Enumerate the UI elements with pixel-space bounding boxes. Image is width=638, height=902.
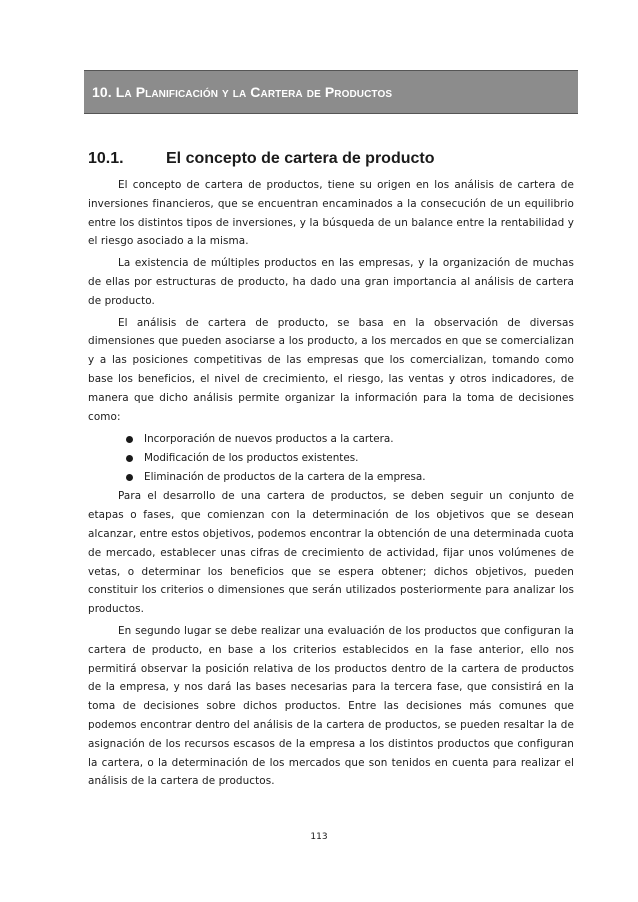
list-item	[126, 430, 574, 449]
body-content	[88, 176, 574, 794]
list-item-text: Eliminación de productos de la cartera de la empresa.	[144, 471, 426, 484]
chapter-title: 10. La Planificación y la Cartera de Productos	[92, 84, 393, 100]
section-number: 10.1.	[88, 150, 124, 167]
page-number: 113	[310, 832, 328, 842]
paragraph: En segundo lugar se debe realizar una evaluación de los productos que configuran la cartera de producto, en base a los criterios establecidos en la fase anterior, ello nos permitirá observar la posición relativa de los productos dentro de la cartera de productos de la empresa, y nos dará las bases necesarias para la tercera fase, que consistirá en la toma de decisiones sobre dichos productos. Entre las decisiones más comunes que podemos encontrar dentro del análisis de la cartera de productos, se pueden resaltar la de asignación de los recursos escasos de la empresa a los distintos productos que configuran la cartera, o la determinación de los mercados que son tenidos en cuenta para realizar el análisis de la cartera de productos.	[88, 624, 574, 788]
bullet-list	[88, 430, 574, 487]
paragraph: El análisis de cartera de producto, se basa en la observación de diversas dimensiones que pueden asociarse a los producto, a los mercados en que se comercializan y a las posiciones competitivas de las empresas que los comercializan, tomando como base los beneficios, el nivel de crecimiento, el riesgo, las ventas y otros indicadores, de manera que dicho análisis permite organizar la información para la toma de decisiones como:	[88, 316, 574, 423]
list-item	[126, 468, 574, 487]
section-title: El concepto de cartera de producto	[166, 150, 435, 167]
paragraph: El concepto de cartera de productos, tiene su origen en los análisis de cartera de inversiones financieros, que se encuentran encaminados a la consecución de un equilibrio entre los distintos tipos de inversiones, y la búsqueda de un balance entre la rentabilidad y el riesgo asociado a la misma.	[88, 179, 574, 248]
list-item-text: Incorporación de nuevos productos a la cartera.	[144, 433, 394, 446]
bullet-icon	[126, 474, 133, 481]
chapter-header-bar	[84, 70, 578, 114]
list-item-text: Modificación de los productos existentes.	[144, 452, 359, 465]
paragraph: La existencia de múltiples productos en las empresas, y la organización de muchas de ellas por estructuras de producto, ha dado una gran importancia al análisis de cartera de producto.	[88, 257, 574, 307]
paragraph: Para el desarrollo de una cartera de productos, se deben seguir un conjunto de etapas o fases, que comienzan con la determinación de los objetivos que se desean alcanzar, entre estos objetivos, podemos encontrar la obtención de una determinada cuota de mercado, establecer unas cifras de crecimiento de actividad, fijar unos volúmenes de vetas, o determinar los beneficios que se espera obtener; dichos objetivos, pueden constituir los criterios o dimensiones que serán utilizados posteriormente para analizar los productos.	[88, 490, 574, 616]
bullet-icon	[126, 455, 133, 462]
bullet-icon	[126, 436, 133, 443]
list-item	[126, 449, 574, 468]
section-heading	[88, 150, 435, 168]
